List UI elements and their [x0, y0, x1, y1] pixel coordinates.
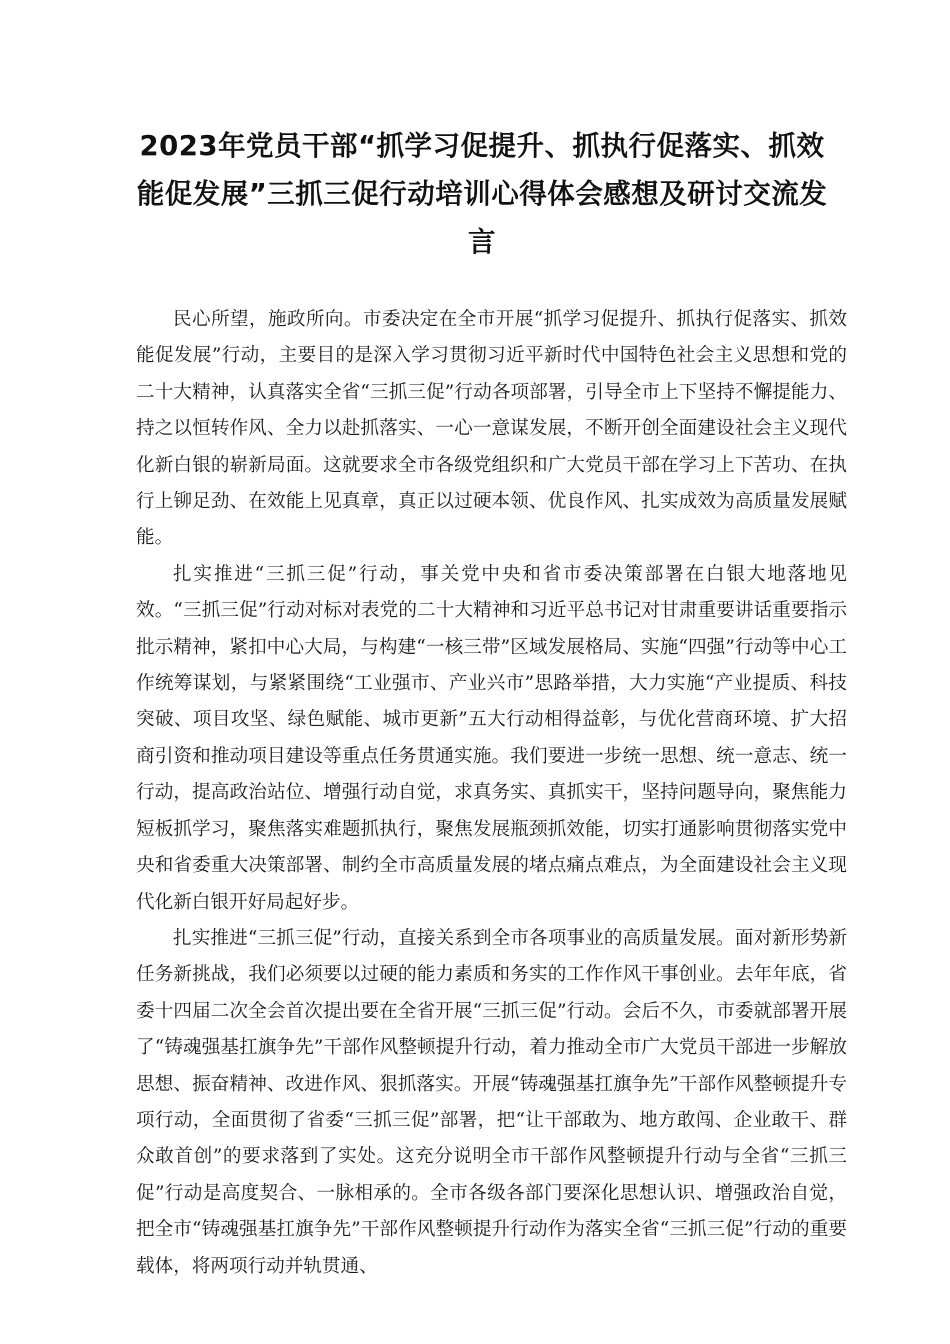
paragraph-1: 民心所望，施政所向。市委决定在全市开展“抓学习促提升、抓执行促落实、抓效能促发展”行动，主要目的是深入学习贯彻习近平新时代中国特色社会主义思想和党的二十大精神，认真落实全省“三抓三促”行动各项部署，引导全市上下坚持不懈提能力、持之以恒转作风、全力以赴抓落实、一心一意谋发展，不断开创全面建设社会主义现代化新白银的崭新局面。这就要求全市各级党组织和广大党员干部在学习上下苦功、在执行上铆足劲、在效能上见真章，真正以过硬本领、优良作风、扎实成效为高质量发展赋能。 — [136, 309, 847, 549]
paragraph-3: 扎实推进“三抓三促”行动，直接关系到全市各项事业的高质量发展。面对新形势新任务新挑战，我们必须要以过硬的能力素质和务实的工作作风干事创业。去年年底，省委十四届二次全会首次提出要在全省开展“三抓三促”行动。会后不久，市委就部署开展了“铸魂强基扛旗争先”干部作风整顿提升行动，着力推动全市广大党员干部进一步解放思想、振奋精神、改进作风、狠抓落实。开展“铸魂强基扛旗争先”干部作风整顿提升专项行动，全面贯彻了省委“三抓三促”部署，把“让干部敢为、地方敢闯、企业敢干、群众敢首创”的要求落到了实处。这充分说明全市干部作风整顿提升行动与全省“三抓三促”行动是高度契合、一脉相承的。全市各级各部门要深化思想认识、增强政治自觉，把全市“铸魂强基扛旗争先”干部作风整顿提升行动作为落实全省“三抓三促”行动的重要载体，将两项行动并轨贯通、 — [136, 927, 847, 1277]
paragraph-2: 扎实推进“三抓三促”行动，事关党中央和省市委决策部署在白银大地落地见效。“三抓三促”行动对标对表党的二十大精神和习近平总书记对甘肃重要讲话重要指示批示精神，紧扣中心大局，与构建“一核三带”区域发展格局、实施“四强”行动等中心工作统筹谋划，与紧紧围绕“工业强市、产业兴市”思路举措，大力实施“产业提质、科技突破、项目攻坚、绿色赋能、城市更新”五大行动相得益彰，与优化营商环境、扩大招商引资和推动项目建设等重点任务贯通实施。我们要进一步统一思想、统一意志、统一行动，提高政治站位、增强行动自觉，求真务实、真抓实干，坚持问题导向，聚焦能力短板抓学习，聚焦落实难题抓执行，聚焦发展瓶颈抓效能，切实打通影响贯彻落实党中央和省委重大决策部署、制约全市高质量发展的堵点痛点难点，为全面建设社会主义现代化新白银开好局起好步。 — [136, 563, 847, 913]
document-body — [136, 302, 847, 1285]
document-title: 2023年党员干部“抓学习促提升、抓执行促落实、抓效能促发展”三抓三促行动培训心得体会感想及研讨交流发言 — [136, 130, 828, 258]
